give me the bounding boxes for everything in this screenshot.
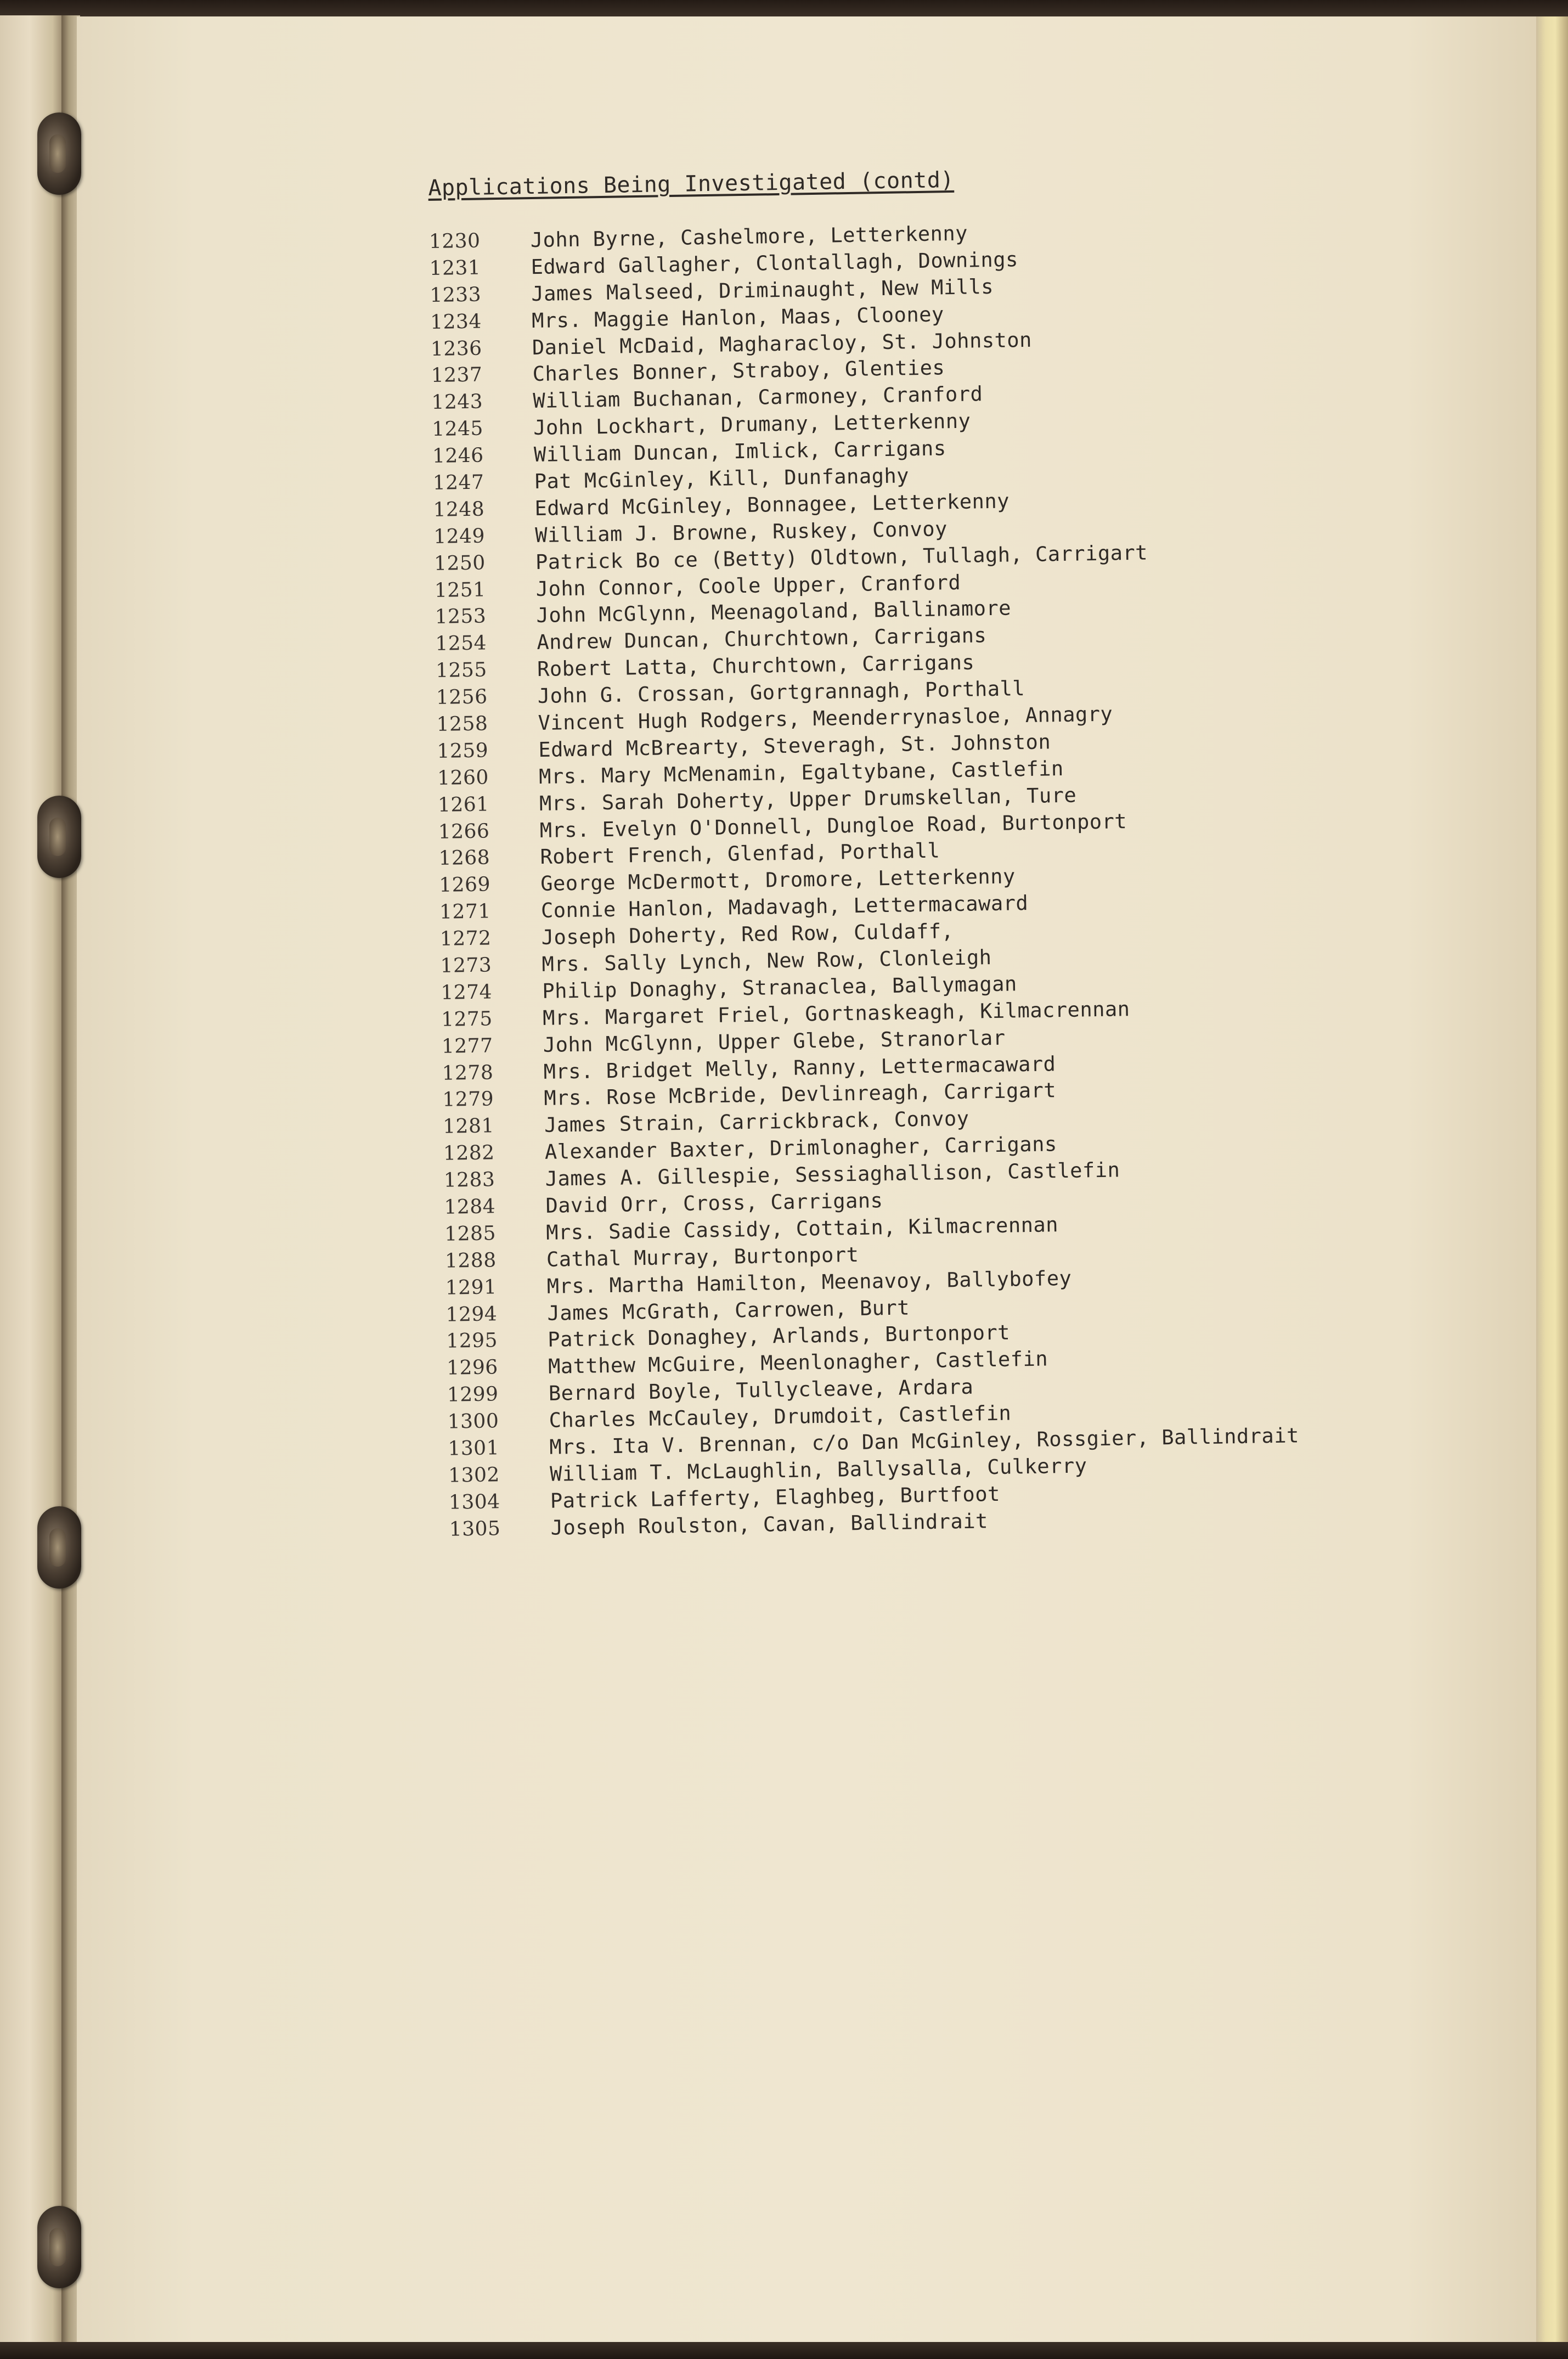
application-number: 1305 bbox=[449, 1517, 501, 1541]
applicant-entry: Philip Donaghy, Stranaclea, Ballymagan bbox=[542, 972, 1018, 1003]
application-number: 1296 bbox=[446, 1356, 499, 1380]
application-number: 1250 bbox=[433, 551, 486, 575]
binder-ring-4 bbox=[37, 2206, 81, 2288]
applicant-entry: Matthew McGuire, Meenlonagher, Castlefin bbox=[548, 1347, 1048, 1379]
scan-top-border bbox=[0, 0, 1568, 16]
applicant-entry: Mrs. Sadie Cassidy, Cottain, Kilmacrennan bbox=[545, 1213, 1059, 1245]
application-number: 1230 bbox=[428, 229, 481, 253]
applicant-entry: John McGlynn, Meenagoland, Ballinamore bbox=[536, 596, 1012, 628]
application-number: 1288 bbox=[444, 1249, 497, 1273]
applicant-entry: Edward McBrearty, Steveragh, St. Johnston bbox=[538, 730, 1051, 762]
applicant-entry: Mrs. Evelyn O'Donnell, Dungloe Road, Burtonport bbox=[539, 809, 1127, 842]
applicant-entry: Joseph Doherty, Red Row, Culdaff, bbox=[541, 919, 954, 950]
applicant-entry: Mrs. Mary McMenamin, Egaltybane, Castlefin bbox=[538, 756, 1064, 789]
application-number: 1260 bbox=[437, 766, 489, 790]
applicant-entry: Bernard Boyle, Tullycleave, Ardara bbox=[548, 1375, 974, 1406]
facing-page-edge bbox=[0, 15, 66, 2343]
application-number: 1271 bbox=[439, 900, 492, 924]
application-number: 1259 bbox=[437, 739, 489, 763]
applicant-entry: John Lockhart, Drumany, Letterkenny bbox=[533, 409, 971, 440]
binder-ring-1 bbox=[37, 112, 81, 195]
application-number: 1273 bbox=[440, 954, 492, 977]
scan-bottom-border bbox=[0, 2342, 1568, 2359]
application-number: 1285 bbox=[444, 1222, 497, 1246]
applicant-entry: Charles McCauley, Drumdoit, Castlefin bbox=[549, 1401, 1012, 1432]
applicant-entry: John G. Crossan, Gortgrannagh, Porthall bbox=[537, 677, 1025, 708]
application-list bbox=[429, 215, 1301, 1543]
page-heading: Applications Being Investigated (contd) bbox=[428, 167, 955, 201]
application-number: 1233 bbox=[430, 283, 482, 307]
application-number: 1284 bbox=[444, 1195, 496, 1219]
application-number: 1237 bbox=[431, 363, 483, 387]
application-number: 1231 bbox=[429, 256, 481, 280]
application-number: 1274 bbox=[441, 981, 493, 1004]
application-number: 1302 bbox=[448, 1463, 500, 1487]
applicant-entry: David Orr, Cross, Carrigans bbox=[545, 1189, 883, 1218]
application-number: 1269 bbox=[439, 873, 491, 897]
applicant-entry: Joseph Roulston, Cavan, Ballindrait bbox=[550, 1508, 989, 1540]
applicant-entry: James Malseed, Driminaught, New Mills bbox=[531, 274, 994, 306]
application-number: 1281 bbox=[442, 1114, 495, 1139]
application-number: 1275 bbox=[441, 1007, 493, 1031]
applicant-entry: John Connor, Coole Upper, Cranford bbox=[535, 570, 961, 601]
application-number: 1234 bbox=[430, 310, 482, 334]
applicant-entry: William J. Browne, Ruskey, Convoy bbox=[534, 516, 948, 547]
application-number: 1272 bbox=[439, 927, 492, 950]
application-number: 1266 bbox=[438, 819, 490, 843]
application-number: 1277 bbox=[441, 1034, 493, 1058]
typed-list bbox=[428, 162, 1301, 1543]
applicant-entry: Alexander Baxter, Drimlonagher, Carrigans bbox=[544, 1132, 1058, 1164]
applicant-entry: James Strain, Carrickbrack, Convoy bbox=[544, 1107, 969, 1138]
applicant-entry: Pat McGinley, Kill, Dunfanaghy bbox=[534, 464, 910, 493]
applicant-entry: Patrick Lafferty, Elaghbeg, Burtfoot bbox=[550, 1482, 1001, 1513]
application-number: 1245 bbox=[431, 417, 484, 441]
applicant-entry: Patrick Donaghey, Arlands, Burtonport bbox=[548, 1321, 1011, 1352]
application-number: 1236 bbox=[430, 336, 482, 361]
application-number: 1295 bbox=[446, 1329, 498, 1353]
application-number: 1255 bbox=[435, 658, 488, 683]
applicant-entry: Daniel McDaid, Magharacloy, St. Johnston bbox=[532, 328, 1033, 359]
applicant-entry: James McGrath, Carrowen, Burt bbox=[547, 1296, 910, 1325]
application-number: 1258 bbox=[436, 712, 488, 736]
applicant-entry: Mrs. Ita V. Brennan, c/o Dan McGinley, Rossgier, Ballindrait bbox=[549, 1423, 1300, 1459]
applicant-entry: James A. Gillespie, Sessiaghallison, Castlefin bbox=[545, 1158, 1120, 1191]
application-number: 1278 bbox=[442, 1061, 494, 1085]
application-number: 1301 bbox=[448, 1437, 500, 1460]
applicant-entry: Patrick Bo ce (Betty) Oldtown, Tullagh, Carrigart bbox=[535, 541, 1148, 574]
application-number: 1253 bbox=[435, 605, 487, 629]
applicant-entry: William Buchanan, Carmoney, Cranford bbox=[533, 382, 983, 413]
applicant-entry: William T. McLaughlin, Ballysalla, Culkerry bbox=[549, 1454, 1087, 1486]
binder-ring-3 bbox=[37, 1506, 81, 1589]
application-number: 1251 bbox=[434, 578, 486, 602]
application-number: 1246 bbox=[432, 444, 484, 468]
applicant-entry: Mrs. Rose McBride, Devlinreagh, Carrigart bbox=[544, 1078, 1057, 1111]
page-right-edge bbox=[1536, 16, 1568, 2342]
applicant-entry: John McGlynn, Upper Glebe, Stranorlar bbox=[543, 1026, 1006, 1057]
application-number: 1282 bbox=[443, 1141, 495, 1165]
application-number: 1299 bbox=[447, 1383, 499, 1406]
applicant-entry: Mrs. Margaret Friel, Gortnaskeagh, Kilmacrennan bbox=[542, 996, 1130, 1030]
application-number: 1304 bbox=[448, 1490, 500, 1514]
applicant-entry: Andrew Duncan, Churchtown, Carrigans bbox=[537, 623, 987, 655]
applicant-entry: Connie Hanlon, Madavagh, Lettermacaward bbox=[540, 891, 1029, 923]
applicant-entry: Edward McGinley, Bonnagee, Letterkenny bbox=[534, 489, 1010, 520]
application-number: 1279 bbox=[442, 1088, 494, 1112]
application-number: 1300 bbox=[447, 1410, 499, 1433]
applicant-entry: Charles Bonner, Straboy, Glenties bbox=[532, 356, 945, 386]
applicant-entry: Mrs. Bridget Melly, Ranny, Lettermacaward bbox=[543, 1051, 1056, 1084]
application-number: 1283 bbox=[443, 1168, 495, 1192]
applicant-entry: Mrs. Sarah Doherty, Upper Drumskellan, Ture bbox=[539, 783, 1077, 815]
applicant-entry: Cathal Murray, Burtonport bbox=[546, 1242, 859, 1271]
application-number: 1248 bbox=[433, 498, 485, 521]
applicant-entry: Robert Latta, Churchtown, Carrigans bbox=[537, 650, 975, 682]
binder-ring-2 bbox=[37, 796, 81, 878]
application-number: 1247 bbox=[432, 471, 484, 494]
applicant-entry: Mrs. Martha Hamilton, Meenavoy, Ballybofey bbox=[546, 1266, 1072, 1298]
applicant-entry: William Duncan, Imlick, Carrigans bbox=[533, 436, 946, 467]
application-number: 1256 bbox=[436, 685, 488, 709]
applicant-entry: Edward Gallagher, Clontallagh, Downings bbox=[531, 247, 1019, 279]
applicant-entry: Vincent Hugh Rodgers, Meenderrynasloe, Annagry bbox=[538, 702, 1113, 735]
applicant-entry: Mrs. Maggie Hanlon, Maas, Clooney bbox=[531, 302, 945, 333]
application-number: 1294 bbox=[445, 1302, 498, 1326]
application-number: 1249 bbox=[433, 525, 486, 548]
applicant-entry: Robert French, Glenfad, Porthall bbox=[540, 838, 940, 869]
applicant-entry: Mrs. Sally Lynch, New Row, Clonleigh bbox=[542, 945, 992, 976]
application-number: 1261 bbox=[437, 793, 489, 817]
application-number: 1291 bbox=[445, 1275, 497, 1299]
application-number: 1268 bbox=[438, 846, 490, 870]
application-number: 1243 bbox=[431, 390, 483, 414]
application-number: 1254 bbox=[435, 632, 487, 656]
applicant-entry: George McDermott, Dromore, Letterkenny bbox=[540, 864, 1016, 896]
applicant-entry: John Byrne, Cashelmore, Letterkenny bbox=[530, 221, 968, 252]
